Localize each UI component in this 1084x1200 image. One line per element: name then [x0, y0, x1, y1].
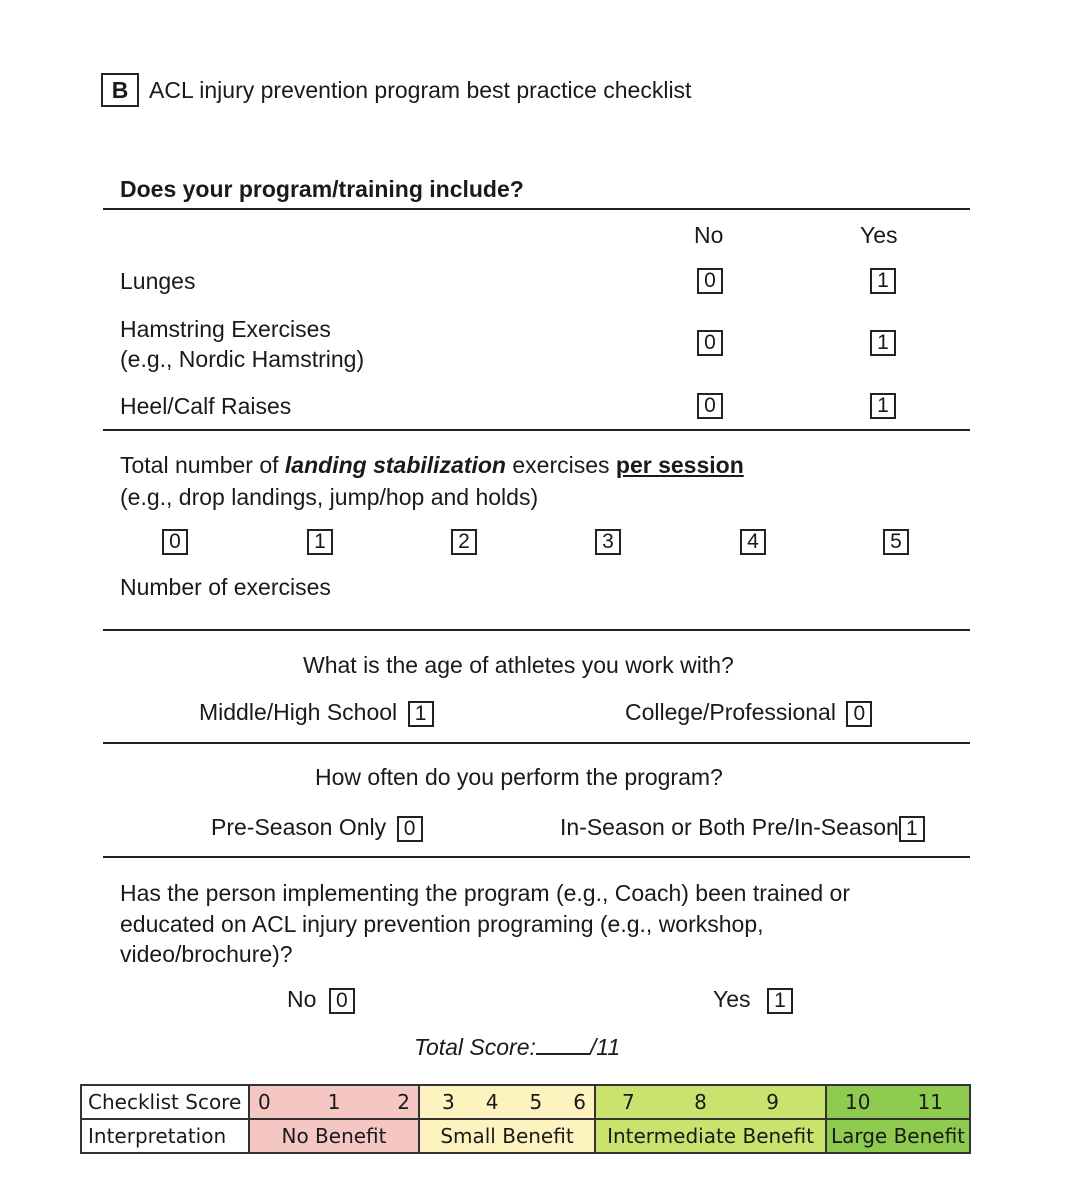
total-score-label: Total Score:: [414, 1034, 536, 1060]
age-college-pro-option: [625, 698, 872, 727]
exercises-4-checkbox[interactable]: 4: [740, 529, 766, 555]
score-interpretation-table: [80, 1084, 971, 1154]
divider: [103, 629, 970, 631]
section3-question: What is the age of athletes you work with?: [303, 652, 734, 678]
section2-prefix: Total number of: [120, 452, 285, 478]
item-heel-calf-label: Heel/Calf Raises: [120, 393, 292, 419]
section2-middle: exercises: [505, 452, 616, 478]
score-1: 1: [327, 1090, 341, 1114]
total-score-suffix: /11: [589, 1034, 621, 1060]
column-yes-header: Yes: [860, 222, 898, 248]
trained-yes-option: [713, 985, 793, 1014]
preseason-label: Pre-Season Only: [211, 814, 387, 840]
section5-question-line1: Has the person implementing the program (e.g., Coach) been trained or: [120, 880, 851, 906]
item-hamstring-label: Hamstring Exercises: [120, 316, 331, 342]
score-11: 11: [917, 1090, 943, 1114]
section4-question: How often do you perform the program?: [315, 764, 723, 790]
total-score-blank[interactable]: [536, 1033, 590, 1055]
score-6: 6: [573, 1090, 586, 1114]
divider: [103, 208, 970, 210]
lunges-yes-checkbox[interactable]: 1: [870, 268, 896, 294]
score-group-large-benefit: [826, 1085, 970, 1119]
score-10: 10: [845, 1090, 871, 1114]
trained-no-option: [287, 985, 355, 1014]
divider: [103, 742, 970, 744]
score-group-intermediate-benefit: [595, 1085, 826, 1119]
section2-underlined: per session: [615, 452, 744, 478]
score-group-small-benefit: [419, 1085, 595, 1119]
score-4: 4: [485, 1090, 499, 1114]
score-7: 7: [622, 1090, 635, 1114]
interpretation-large-benefit: Large Benefit: [826, 1119, 970, 1153]
item-hamstring-sublabel: (e.g., Nordic Hamstring): [120, 346, 365, 372]
interpretation-no-benefit: No Benefit: [249, 1119, 419, 1153]
section2-emphasis: landing stabilization: [284, 452, 506, 478]
age-middle-high-checkbox[interactable]: 1: [408, 701, 434, 727]
checklist-title: ACL injury prevention program best practice checklist: [149, 77, 692, 103]
trained-yes-label: Yes: [713, 986, 751, 1012]
age-middle-high-option: [199, 698, 434, 727]
inseason-label: In-Season or Both Pre/In-Season: [560, 814, 899, 840]
legend-score-row: [81, 1085, 970, 1119]
interpretation-header: Interpretation: [81, 1119, 249, 1153]
section5-question-line3: video/brochure)?: [120, 941, 293, 967]
score-0: 0: [258, 1090, 271, 1114]
section1-question: Does your program/training include?: [120, 176, 524, 202]
hamstring-yes-checkbox[interactable]: 1: [870, 330, 896, 356]
divider: [103, 856, 970, 858]
trained-no-checkbox[interactable]: 0: [329, 988, 355, 1014]
exercises-3-checkbox[interactable]: 3: [595, 529, 621, 555]
trained-yes-checkbox[interactable]: 1: [767, 988, 793, 1014]
hamstring-no-checkbox[interactable]: 0: [697, 330, 723, 356]
inseason-checkbox[interactable]: 1: [899, 816, 925, 842]
score-3: 3: [442, 1090, 455, 1114]
lunges-no-checkbox[interactable]: 0: [697, 268, 723, 294]
age-middle-high-label: Middle/High School: [199, 699, 398, 725]
exercises-2-checkbox[interactable]: 2: [451, 529, 477, 555]
score-group-no-benefit: [249, 1085, 419, 1119]
heel-calf-yes-checkbox[interactable]: 1: [870, 393, 896, 419]
interpretation-small-benefit: Small Benefit: [419, 1119, 595, 1153]
section2-question: [120, 451, 744, 479]
checklist-score-header: Checklist Score: [81, 1085, 249, 1119]
column-no-header: No: [694, 222, 724, 248]
section2-example: (e.g., drop landings, jump/hop and holds): [120, 484, 539, 510]
exercises-0-checkbox[interactable]: 0: [162, 529, 188, 555]
section5-question-line2: educated on ACL injury prevention programing (e.g., workshop,: [120, 911, 764, 937]
item-lunges-label: Lunges: [120, 268, 196, 294]
exercises-1-checkbox[interactable]: 1: [307, 529, 333, 555]
age-college-pro-label: College/Professional: [625, 699, 836, 725]
legend-interpretation-row: [81, 1119, 970, 1153]
score-2: 2: [397, 1090, 410, 1114]
preseason-option: [211, 813, 423, 842]
score-5: 5: [529, 1090, 543, 1114]
trained-no-label: No: [287, 986, 317, 1012]
age-college-pro-checkbox[interactable]: 0: [846, 701, 872, 727]
divider: [103, 429, 970, 431]
number-of-exercises-label: Number of exercises: [120, 574, 331, 600]
panel-letter: B: [101, 73, 139, 107]
preseason-checkbox[interactable]: 0: [397, 816, 423, 842]
heel-calf-no-checkbox[interactable]: 0: [697, 393, 723, 419]
exercises-5-checkbox[interactable]: 5: [883, 529, 909, 555]
interpretation-intermediate-benefit: Intermediate Benefit: [595, 1119, 826, 1153]
total-score: [414, 1033, 620, 1061]
score-8: 8: [694, 1090, 707, 1114]
inseason-option: [560, 813, 925, 842]
score-9: 9: [766, 1090, 779, 1114]
